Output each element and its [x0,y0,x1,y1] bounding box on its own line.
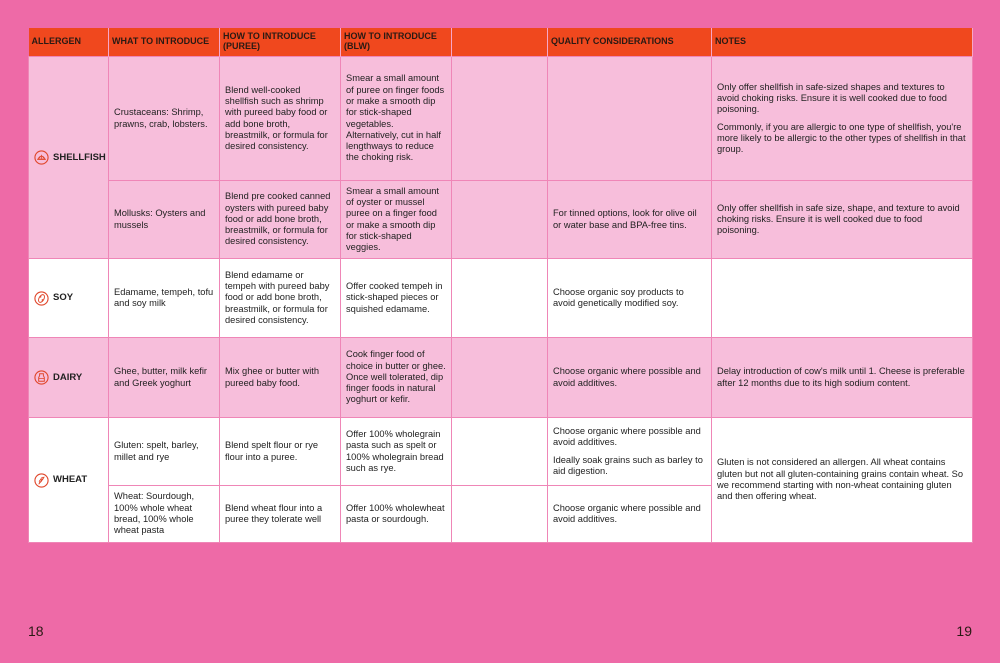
quality-cell [548,57,712,181]
page-number-right: 19 [956,623,972,639]
quality-cell: Choose organic where possible and avoid additives. [548,338,712,418]
table-header-row [29,28,973,57]
empty-cell [452,181,548,259]
blw-cell: Offer 100% wholewheat pasta or sourdough. [341,486,452,543]
what-cell: Mollusks: Oysters and mussels [109,181,220,259]
page-number-left: 18 [28,623,44,639]
empty-cell [452,486,548,543]
header-quality: QUALITY CONSIDERATIONS [548,28,712,57]
quality-paragraph: Choose organic where possible and avoid additives. [553,425,701,448]
header-empty [452,28,548,57]
empty-cell [452,259,548,338]
table-row-shellfish-crustaceans [29,57,973,181]
notes-paragraph: Commonly, if you are allergic to one type of shellfish, you're more likely to be allergic to the other types of shellfish in that group. [717,121,966,155]
table-row-dairy [29,338,973,418]
header-notes: NOTES [712,28,973,57]
what-cell: Gluten: spelt, barley, millet and rye [109,418,220,486]
blw-cell: Smear a small amount of puree on finger foods or make a smooth dip for stick-shaped vegetables. Alternatively, cut in half lengthways to reduce the choking risk. [341,57,452,181]
wheat-icon [34,473,49,488]
puree-cell: Blend spelt flour or rye flour into a puree. [220,418,341,486]
quality-cell [548,418,712,486]
puree-cell: Mix ghee or butter with pureed baby food. [220,338,341,418]
shellfish-icon [34,150,49,165]
puree-cell: Blend edamame or tempeh with pureed baby food or add bone broth, breastmilk, or formula for desired consistency. [220,259,341,338]
empty-cell [452,338,548,418]
blw-cell: Offer 100% wholegrain pasta such as spelt or 100% wholegrain bread such as rye. [341,418,452,486]
notes-cell: Delay introduction of cow's milk until 1. Cheese is preferable after 12 months due to its high sodium content. [712,338,973,418]
empty-cell [452,57,548,181]
allergen-name: SHELLFISH [53,151,106,163]
allergen-cell-wheat [29,418,109,543]
notes-cell [712,57,973,181]
notes-paragraph: Only offer shellfish in safe-sized shapes and textures to avoid choking risks. Ensure it is well cooked due to food poisoning. [717,81,947,115]
allergen-cell-dairy [29,338,109,418]
allergen-name: WHEAT [53,474,88,486]
what-cell: Wheat: Sourdough, 100% whole wheat bread, 100% whole wheat pasta [109,486,220,543]
what-cell: Edamame, tempeh, tofu and soy milk [109,259,220,338]
puree-cell: Blend wheat flour into a puree they tolerate well [220,486,341,543]
allergen-name: SOY [53,292,74,304]
table-row-soy [29,259,973,338]
notes-cell [712,259,973,338]
header-what-to-introduce: WHAT TO INTRODUCE [109,28,220,57]
blw-cell: Smear a small amount of oyster or mussel puree on a finger food or make a smooth dip for stick-shaped veggies. [341,181,452,259]
notes-cell: Only offer shellfish in safe size, shape, and texture to avoid choking risks. Ensure it is well cooked due to food poisoning. [712,181,973,259]
soybean-icon [34,291,49,306]
table-row-shellfish-mollusks [29,181,973,259]
quality-cell: For tinned options, look for olive oil or water base and BPA-free tins. [548,181,712,259]
quality-cell: Choose organic where possible and avoid additives. [548,486,712,543]
allergen-cell-shellfish [29,57,109,259]
blw-cell: Cook finger food of choice in butter or ghee. Once well tolerated, dip finger foods in natural yoghurt or kefir. [341,338,452,418]
table-row-wheat-gluten [29,418,973,486]
allergen-table [28,28,973,543]
empty-cell [452,418,548,486]
header-blw: HOW TO INTRODUCE (BLW) [341,28,452,57]
allergen-name: DAIRY [53,371,83,383]
what-cell: Ghee, butter, milk kefir and Greek yoghurt [109,338,220,418]
puree-cell: Blend well-cooked shellfish such as shrimp with pureed baby food or add bone broth, breastmilk, or formula for desired consistency. [220,57,341,181]
quality-cell: Choose organic soy products to avoid genetically modified soy. [548,259,712,338]
header-allergen: ALLERGEN [29,28,109,57]
dairy-icon [34,370,49,385]
puree-cell: Blend pre cooked canned oysters with pureed baby food or add bone broth, breastmilk, or formula for desired consistency. [220,181,341,259]
notes-cell: Gluten is not considered an allergen. All wheat contains gluten but not all gluten-containing grains contain wheat. So we recommend starting with non-wheat containing gluten and then offering wheat. [712,418,973,543]
what-cell: Crustaceans: Shrimp, prawns, crab, lobsters. [109,57,220,181]
blw-cell: Offer cooked tempeh in stick-shaped pieces or squished edamame. [341,259,452,338]
header-puree: HOW TO INTRODUCE (PUREE) [220,28,341,57]
allergen-cell-soy [29,259,109,338]
quality-paragraph: Ideally soak grains such as barley to aid digestion. [553,454,703,476]
